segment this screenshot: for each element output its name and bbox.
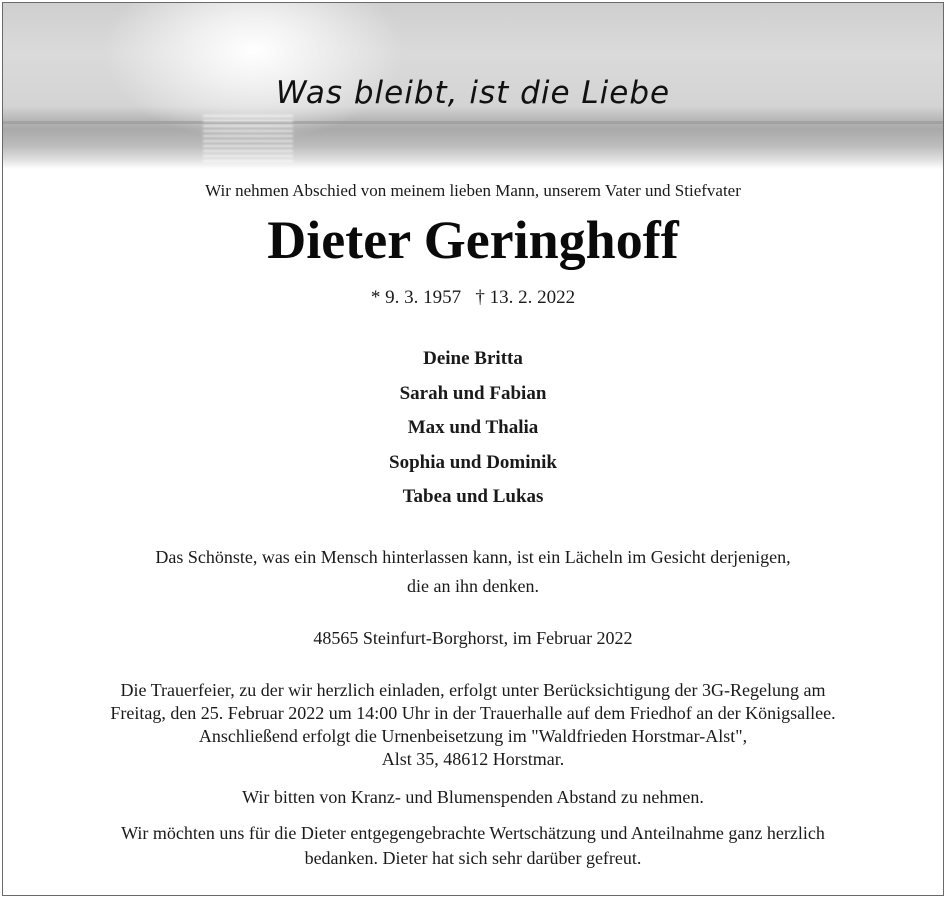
place-date: 48565 Steinfurt-Borghorst, im Februar 2022: [313, 628, 633, 648]
obituary-frame: [2, 2, 944, 896]
flowers-request: Wir bitten von Kranz- und Blumenspenden Abstand zu nehmen.: [242, 787, 704, 807]
horizon-line: [3, 121, 943, 124]
details-line: Die Trauerfeier, zu der wir herzlich einladen, erfolgt unter Berücksichtigung der 3G-Regelung am: [120, 680, 826, 700]
quote-block: [3, 543, 943, 601]
family-list: [3, 345, 943, 518]
sun-reflection: [203, 115, 293, 163]
details-line: Alst 35, 48612 Horstmar.: [381, 749, 565, 769]
quote-line: Das Schönste, was ein Mensch hinterlassen kann, ist ein Lächeln im Gesicht derjenigen,: [155, 547, 791, 567]
life-dates: * 9. 3. 1957 † 13. 2. 2022: [370, 287, 576, 308]
family-member: Tabea und Lukas: [402, 486, 544, 507]
family-member: Max und Thalia: [407, 417, 539, 438]
funeral-details: [3, 679, 943, 771]
deceased-name: Dieter Geringhoff: [267, 210, 679, 270]
thanks-block: [3, 821, 943, 871]
quote-line: die an ihn denken.: [407, 576, 539, 596]
thanks-line: Wir möchten uns für die Dieter entgegengebrachte Wertschätzung und Anteilnahme ganz herzlich: [121, 823, 825, 843]
family-member: Deine Britta: [423, 348, 523, 369]
family-member: Sophia und Dominik: [389, 451, 557, 473]
family-member: Sarah und Fabian: [399, 382, 547, 404]
details-line: Freitag, den 25. Februar 2022 um 14:00 Uhr in der Trauerhalle auf dem Friedhof an der Königsallee.: [110, 703, 836, 723]
details-line: Anschließend erfolgt die Urnenbeisetzung im "Waldfrieden Horstmar-Alst",: [198, 726, 748, 746]
thanks-line: bedanken. Dieter hat sich sehr darüber gefreut.: [304, 848, 642, 868]
intro-text: Wir nehmen Abschied von meinem lieben Mann, unserem Vater und Stiefvater: [205, 181, 741, 200]
sea-sunset-banner: [3, 3, 943, 169]
motto-text: Was bleibt, ist die Liebe: [275, 75, 671, 111]
